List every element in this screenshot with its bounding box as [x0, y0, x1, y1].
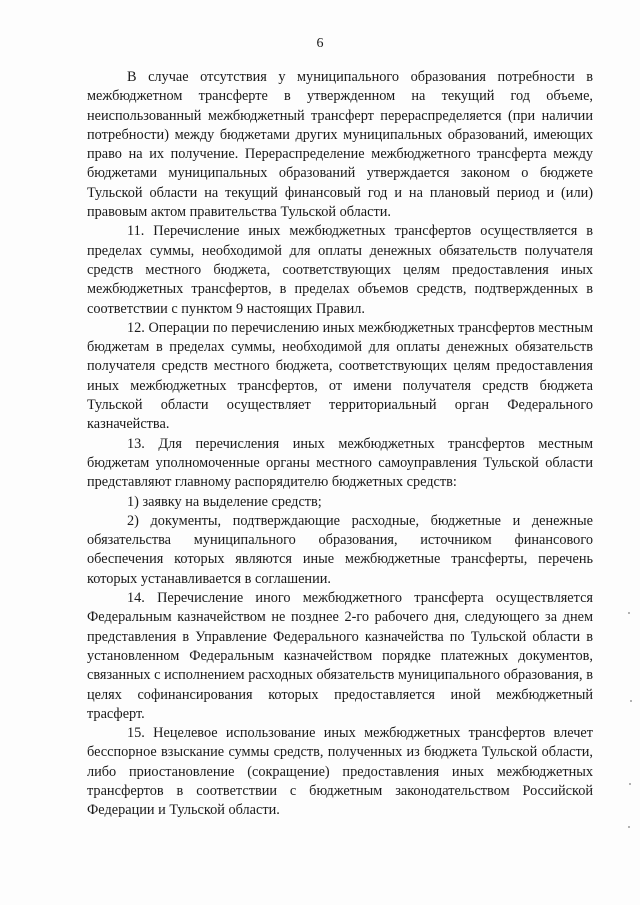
page-number: 6: [316, 36, 324, 51]
document-body: [87, 68, 593, 821]
scan-speck: [629, 783, 631, 785]
paragraph-13-item-1: 1) заявку на выделение средств;: [127, 493, 322, 510]
paragraph-14: 14. Перечисление иного межбюджетного трансферта осуществляется Федеральным казначейством не позднее 2-го рабочего дня, следующего за днем представления в Управление Федерального казначейства по Тульской области в установленном Федеральным казначейством порядке платежных документов, связанных с исполнением расходных обязательств муниципального образования, в целях софинансирования которых предоставляется иной межбюджетный трасферт.: [87, 590, 593, 722]
paragraph-12: 12. Операции по перечислению иных межбюджетных трансфертов местным бюджетам в пределах суммы, необходимой для оплаты денежных обязательств получателя средств местного бюджета, соответствующих целям предоставления иных межбюджетных трансфертов, от имени получателя средств бюджета Тульской области осуществляет территориальный орган Федерального казначейства.: [87, 319, 593, 433]
paragraph-redistribution: В случае отсутствия у муниципального образования потребности в межбюджетном трансферте в утвержденном на текущий год объеме, неиспользованный межбюджетный трансферт перераспределяется (при наличии потребности) между бюджетами других муниципальных образований, имеющих право на их получение. Перераспределение межбюджетного трансферта между бюджетами муниципальных образований утверждается законом о бюджете Тульской области на текущий финансовый год и на плановый период и (или) правовым актом правительства Тульской области.: [87, 69, 593, 221]
scan-speck: [628, 612, 630, 614]
paragraph-13: 13. Для перечисления иных межбюджетных трансфертов местным бюджетам уполномоченные органы местного самоуправления Тульской области представляют главному распорядителю бюджетных средств:: [87, 435, 593, 491]
scan-speck: [630, 700, 632, 702]
paragraph-13-item-2: 2) документы, подтверждающие расходные, бюджетные и денежные обязательства муниципального образования, источником финансового обеспечения которых являются иные межбюджетные трансферты, перечень которых устанавливается в соглашении.: [87, 512, 593, 587]
paragraph-15: 15. Нецелевое использование иных межбюджетных трансфертов влечет бесспорное взыскание суммы средств, полученных из бюджета Тульской области, либо приостановление (сокращение) предоставления иных межбюджетных трансфертов в соответствии с бюджетным законодательством Российской Федерации и Тульской области.: [87, 725, 593, 819]
scan-speck: [628, 826, 630, 828]
paragraph-11: 11. Перечисление иных межбюджетных трансфертов осуществляется в пределах суммы, необходимой для оплаты денежных обязательств получателя средств местного бюджета, соответствующих целям предоставления иных межбюджетных трансфертов, в пределах объемов средств, подтвержденных в соответствии с пунктом 9 настоящих Правил.: [87, 223, 593, 317]
